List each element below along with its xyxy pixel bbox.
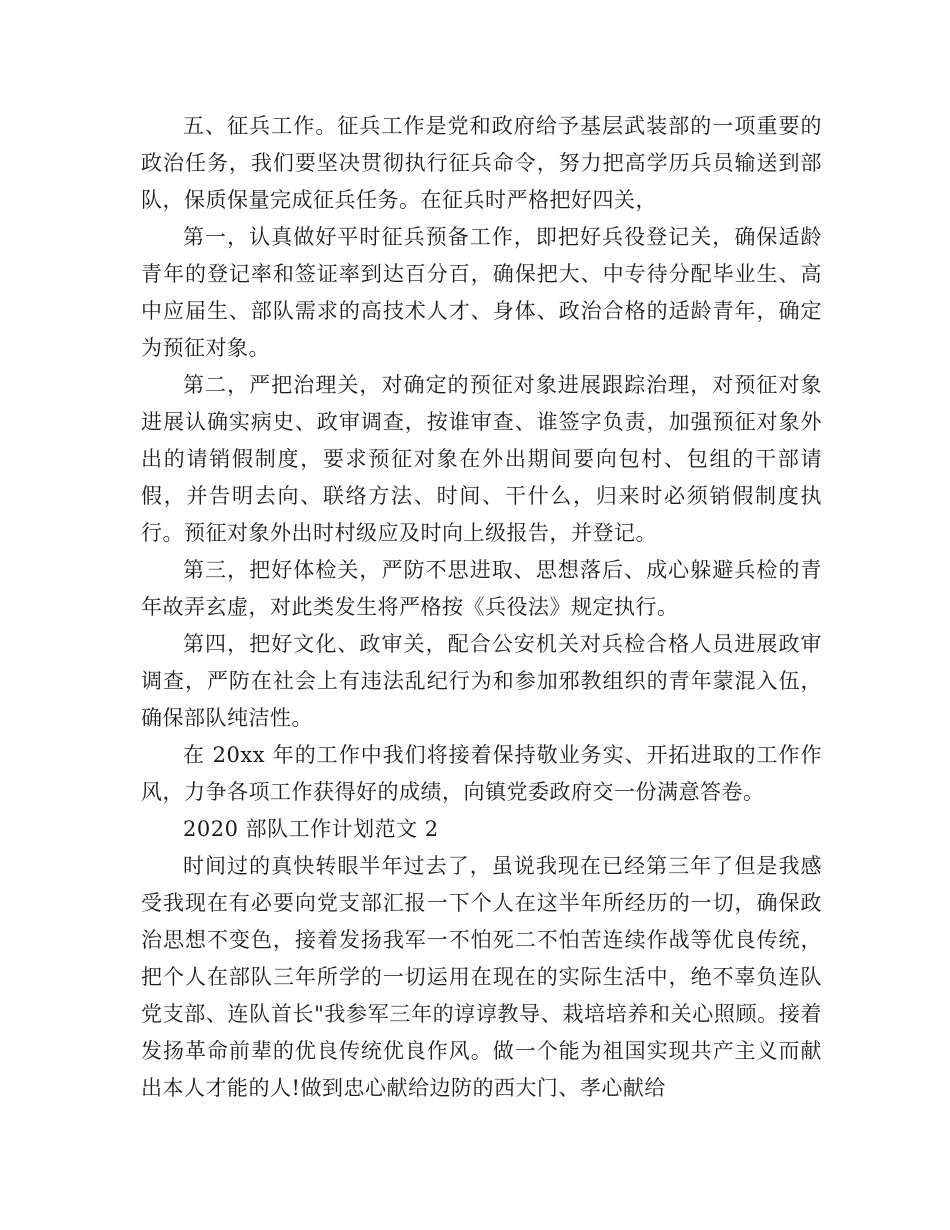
paragraph-fourth-checkpoint: 第四，把好文化、政审关，配合公安机关对兵检合格人员进展政审调查，严防在社会上有违法乱纪行为和参加邪教组织的青年蒙混入伍，确保部队纯洁性。 (141, 632, 822, 730)
paragraph-year-goal: 在 20xx 年的工作中我们将接着保持敬业务实、开拓进取的工作作风，力争各项工作获得好的成绩，向镇党委政府交一份满意答卷。 (141, 743, 822, 804)
section-heading: 2020 部队工作计划范文 2 (183, 817, 439, 841)
paragraph-third-checkpoint: 第三，把好体检关，严防不思进取、思想落后、成心躲避兵检的青年故弄玄虚，对此类发生将严格按《兵役法》规定执行。 (141, 558, 822, 619)
paragraph-conscription-work: 五、征兵工作。征兵工作是党和政府给予基层武装部的一项重要的政治任务，我们要坚决贯彻执行征兵命令，努力把高学历兵员输送到部队，保质保量完成征兵任务。在征兵时严格把好四关， (141, 114, 822, 212)
paragraph-half-year-report: 时间过的真快转眼半年过去了，虽说我现在已经第三年了但是我感受我现在有必要向党支部汇报一下个人在这半年所经历的一切，确保政治思想不变色，接着发扬我军一不怕死二不怕苦连续作战等优良传统，把个人在部队三年所学的一切运用在现在的实际生活中，绝不辜负连队党支部、连队首长"我参军三年的谆谆教导、栽培培养和关心照顾。接着发扬革命前辈的优良传统优良作风。做一个能为祖国实现共产主义而献出本人才能的人!做到忠心献给边防的西大门、孝心献给 (141, 854, 822, 1100)
paragraph-first-checkpoint: 第一，认真做好平时征兵预备工作，即把好兵役登记关，确保适龄青年的登记率和签证率到达百分百，确保把大、中专待分配毕业生、高中应届生、部队需求的高技术人才、身体、政治合格的适龄青年，确定为预征对象。 (141, 225, 822, 360)
paragraph-second-checkpoint: 第二，严把治理关，对确定的预征对象进展跟踪治理，对预征对象进展认确实病史、政审调查，按谁审查、谁签字负责，加强预征对象外出的请销假制度，要求预征对象在外出期间要向包村、包组的干部请假，并告明去向、联络方法、时间、干什么，归来时必须销假制度执行。预征对象外出时村级应及时向上级报告，并登记。 (141, 373, 822, 545)
